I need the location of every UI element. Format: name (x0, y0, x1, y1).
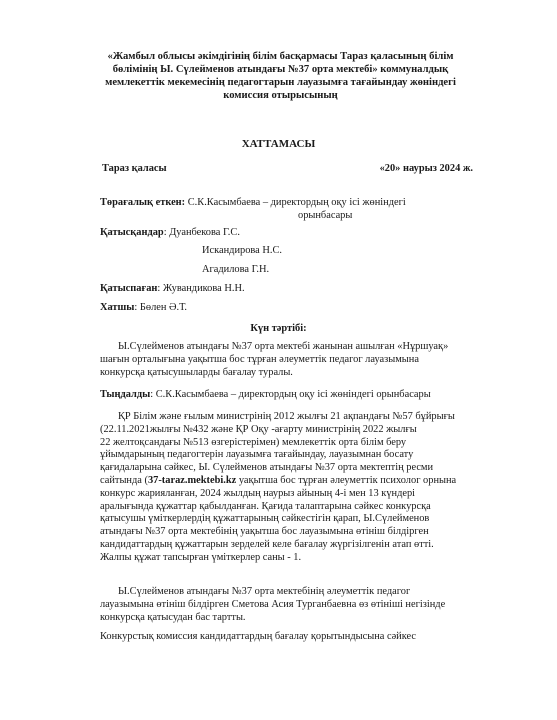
city: Тараз қаласы (102, 163, 167, 174)
chair-line (100, 197, 406, 210)
absent-label: Қатыспаған (100, 283, 158, 294)
body-paragraph (100, 411, 492, 565)
body-line: қағидаларына сәйкес, Ы. Сүлейменов атындағы №37 орта мектептің ресми (100, 462, 434, 474)
results-line: Конкурстық комиссия кандидаттардың бағалау қорытындысына сәйкес (100, 631, 417, 642)
chair-value: С.К.Касымбаева – директордың оқу ісі жөніндегі (185, 197, 406, 208)
body-line: кандидаттардың құжаттарын зерделей келе бағалау жүргізілгенін атап өтті. (100, 538, 434, 550)
body-text: сайтында ( (100, 474, 148, 486)
participant: Искандирова Н.С. (202, 245, 283, 256)
secretary-label: Хатшы (100, 302, 135, 313)
body-line: (22.11.2021жылғы №432 және ҚР Оқу -ағарту министрінің 2022 жылғы (100, 423, 417, 435)
body-line: аралығында құжаттар қабылданған. Қағида талаптарына сәйкес конкурсқа (100, 500, 431, 512)
listened-label: Тыңдалды (100, 389, 151, 400)
body-line: Жалпы құжат тапсырған үміткерлер саны - 1. (100, 551, 302, 563)
chair-label: Төрағалық еткен: (100, 197, 186, 208)
agenda-line: конкурсқа қатысушыларды бағалау туралы. (100, 366, 293, 378)
refusal-paragraph (100, 586, 492, 624)
date: «20» наурыз 2024 ж. (379, 163, 473, 174)
secretary-line (100, 302, 187, 315)
listened-line (100, 389, 431, 402)
header-line: мемлекеттік мекемесінің педагогтарын лауазымға тағайындау жөніндегі (105, 77, 456, 88)
body-line: ҚР Білім және ғылым министрінің 2012 жылғы 21 ақпандағы №57 бұйрығы (118, 411, 455, 422)
participants-label: Қатысқандар (100, 227, 164, 238)
agenda-line: Ы.Сүлейменов атындағы №37 орта мектебі жанынан ашылған «Нұршуақ» (118, 341, 449, 352)
school-website-link[interactable]: 37-taraz.mektebi.kz (147, 474, 237, 486)
agenda-heading: Күн тәртібі: (250, 323, 307, 334)
body-line: қатысушы үміткерлердің құжаттарының сәйкестігін қарап, Ы.Сүлейменов (100, 513, 430, 525)
participants-line (100, 227, 240, 240)
body-line: ұйымдарының педагогтерін лауазымға тағайындау, лауазымнан босату (100, 449, 414, 461)
listened-value: : С.К.Касымбаева – директордың оқу ісі жөніндегі орынбасары (150, 389, 431, 400)
body-text: уақытша бос тұрған әлеуметтік психолог орнына (236, 474, 457, 486)
absent-value: : Жувандикова Н.Н. (157, 283, 245, 294)
secretary-value: : Бөлен Ә.Т. (134, 302, 188, 313)
refusal-line: Ы.Сүлейменов атындағы №37 орта мектебінің әлеуметтік педагог (118, 586, 411, 597)
header-line: комиссия отырысының (223, 90, 338, 101)
body-line: атындағы №37 орта мектебінің уақытша бос лауазымына өтініш білдірген (100, 526, 429, 538)
body-line: 22 желтоқсандағы №513 өзгерістерімен) мемлекеттік орта білім беру (100, 436, 407, 448)
body-line (100, 475, 492, 488)
refusal-line: лауазымына өтініш білдірген Сметова Асия Турганбаевна өз өтініші негізінде (100, 598, 446, 610)
header-line: бөлімінің Ы. Сүлейменов атындағы №37 орта мектебі» коммуналдық (112, 64, 449, 75)
agenda-paragraph (100, 341, 492, 379)
absent-line (100, 283, 245, 296)
agenda-line: шағын орталығына уақытша бос тұрған әлеуметтік педагог лауазымына (100, 353, 419, 365)
document-title: ХАТТАМАСЫ (241, 138, 316, 150)
participant: : Дуанбекова Г.С. (163, 227, 240, 238)
refusal-line: конкурсқа қатысудан бас тартты. (100, 611, 246, 623)
participant: Агадилова Г.Н. (202, 264, 270, 275)
document-header (68, 50, 493, 102)
body-line: конкурс жарияланған, 2024 жылдың наурыз айының 4-і мен 13 күндері (100, 487, 416, 499)
header-line: «Жамбыл облысы әкімдігінің білім басқармасы Тараз қаласының білім (107, 51, 454, 62)
chair-value-continued: орынбасары (298, 210, 353, 221)
